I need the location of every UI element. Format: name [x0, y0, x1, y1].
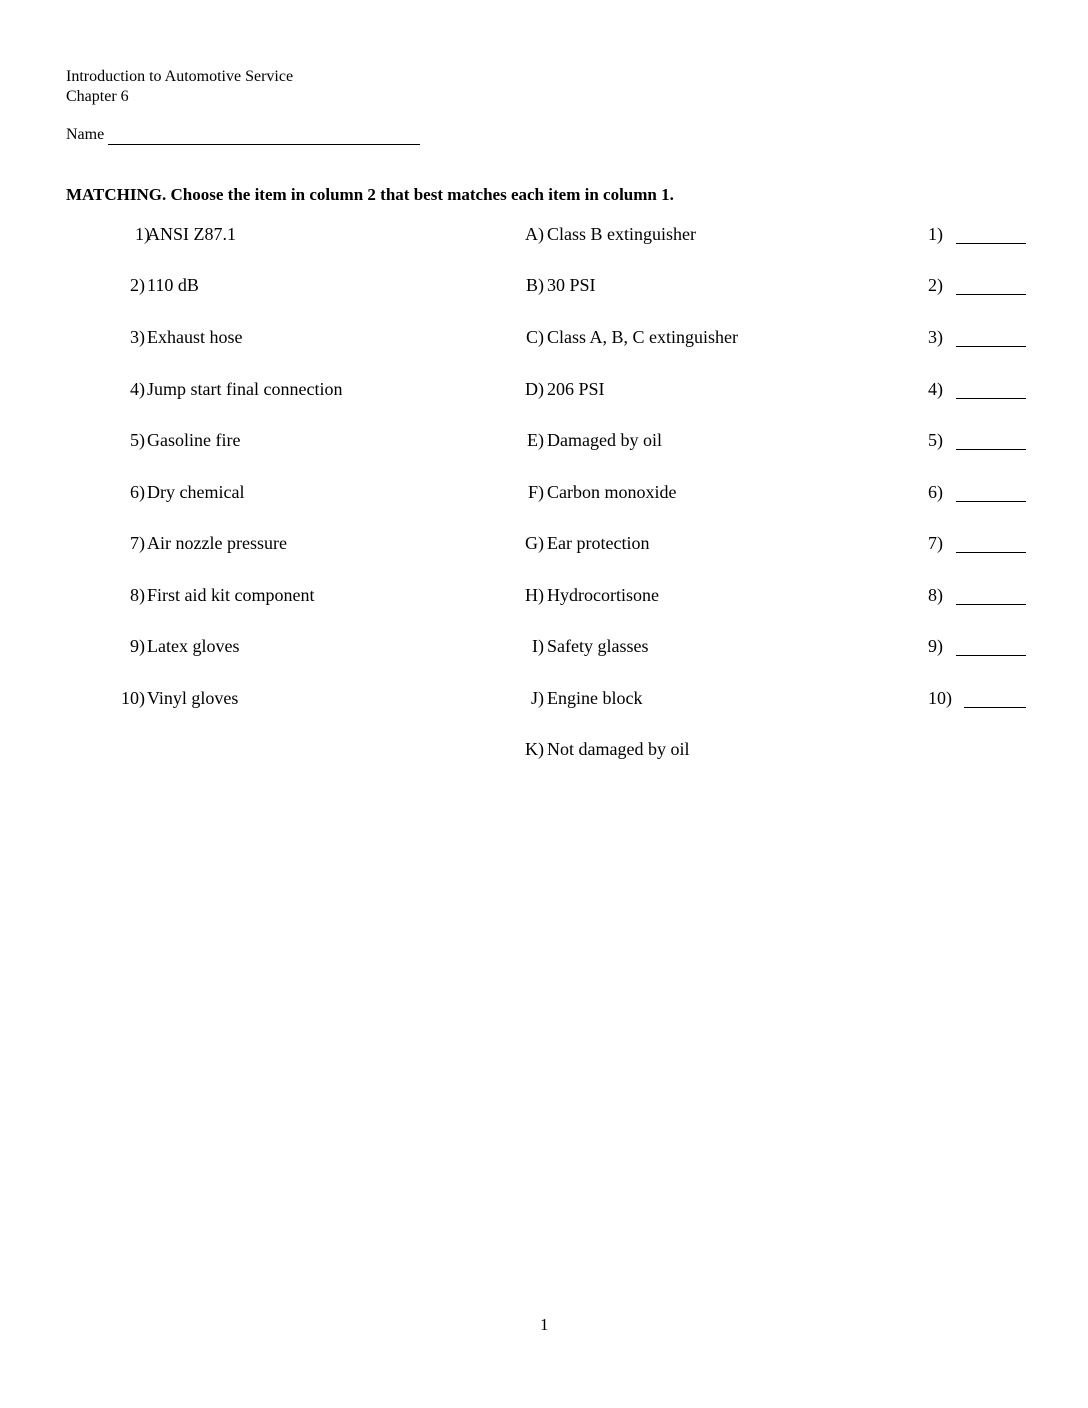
col2-item-a-letter: A)	[525, 224, 544, 244]
answer-blank-10[interactable]	[964, 707, 1026, 708]
col1-item-8-number: 8)	[130, 585, 145, 605]
col1-item-10-number: 10)	[121, 688, 145, 708]
answer-blank-7[interactable]	[956, 552, 1026, 553]
answer-label-4: 4)	[928, 379, 943, 399]
col1-item-6-number: 6)	[130, 482, 145, 502]
col1-item-1-number: 1)	[135, 224, 150, 244]
col2-item-g-letter: G)	[525, 533, 544, 553]
name-field-line[interactable]	[108, 144, 420, 145]
col1-item-4-text: Jump start final connection	[147, 379, 343, 399]
col2-item-h-letter: H)	[525, 585, 544, 605]
answer-label-10: 10)	[928, 688, 952, 708]
answer-blank-6[interactable]	[956, 501, 1026, 502]
col2-item-c-letter: C)	[526, 327, 544, 347]
col2-item-e-letter: E)	[527, 430, 544, 450]
col1-item-5-text: Gasoline fire	[147, 430, 241, 450]
col2-item-k-text: Not damaged by oil	[547, 739, 690, 759]
answer-blank-8[interactable]	[956, 604, 1026, 605]
col1-item-2-number: 2)	[130, 275, 145, 295]
col2-item-g-text: Ear protection	[547, 533, 650, 553]
col1-item-7-number: 7)	[130, 533, 145, 553]
col2-item-f-letter: F)	[527, 482, 544, 502]
col2-item-f-text: Carbon monoxide	[547, 482, 677, 502]
col1-item-2-text: 110 dB	[147, 275, 199, 295]
answer-blank-2[interactable]	[956, 294, 1026, 295]
answer-label-6: 6)	[928, 482, 943, 502]
col2-item-d-letter: D)	[525, 379, 544, 399]
answer-blank-1[interactable]	[956, 243, 1026, 244]
name-label: Name	[66, 126, 105, 143]
col1-item-10-text: Vinyl gloves	[147, 688, 239, 708]
col2-item-b-letter: B)	[526, 275, 544, 295]
col1-item-5-number: 5)	[130, 430, 145, 450]
col1-item-1-text: ANSI Z87.1	[147, 224, 236, 244]
chapter-title: Chapter 6	[66, 88, 129, 105]
col2-item-b-text: 30 PSI	[547, 275, 596, 295]
col1-item-8-text: First aid kit component	[147, 585, 315, 605]
col1-item-4-number: 4)	[130, 379, 145, 399]
col1-item-9-text: Latex gloves	[147, 636, 240, 656]
answer-label-1: 1)	[928, 224, 943, 244]
answer-label-5: 5)	[928, 430, 943, 450]
col2-item-c-text: Class A, B, C extinguisher	[547, 327, 739, 347]
answer-blank-3[interactable]	[956, 346, 1026, 347]
col2-item-d-text: 206 PSI	[547, 379, 605, 399]
col1-item-9-number: 9)	[130, 636, 145, 656]
col2-item-i-letter: I)	[532, 636, 544, 656]
col1-item-3-number: 3)	[130, 327, 145, 347]
col2-item-e-text: Damaged by oil	[547, 430, 662, 450]
answer-label-3: 3)	[928, 327, 943, 347]
col2-item-j-text: Engine block	[547, 688, 643, 708]
col2-item-j-letter: J)	[531, 688, 544, 708]
col1-item-3-text: Exhaust hose	[147, 327, 243, 347]
answer-blank-4[interactable]	[956, 398, 1026, 399]
answer-label-9: 9)	[928, 636, 943, 656]
col2-item-i-text: Safety glasses	[547, 636, 649, 656]
course-title: Introduction to Automotive Service	[66, 68, 294, 85]
answer-label-7: 7)	[928, 533, 943, 553]
instructions: MATCHING. Choose the item in column 2 that best matches each item in column 1.	[66, 185, 674, 204]
answer-blank-9[interactable]	[956, 655, 1026, 656]
col1-item-7-text: Air nozzle pressure	[147, 533, 287, 553]
answer-blank-5[interactable]	[956, 449, 1026, 450]
col2-item-h-text: Hydrocortisone	[547, 585, 659, 605]
col2-item-a-text: Class B extinguisher	[547, 224, 696, 244]
col1-item-6-text: Dry chemical	[147, 482, 245, 502]
col2-item-k-letter: K)	[525, 739, 544, 759]
answer-label-2: 2)	[928, 275, 943, 295]
answer-label-8: 8)	[928, 585, 943, 605]
page-number: 1	[540, 1315, 549, 1334]
